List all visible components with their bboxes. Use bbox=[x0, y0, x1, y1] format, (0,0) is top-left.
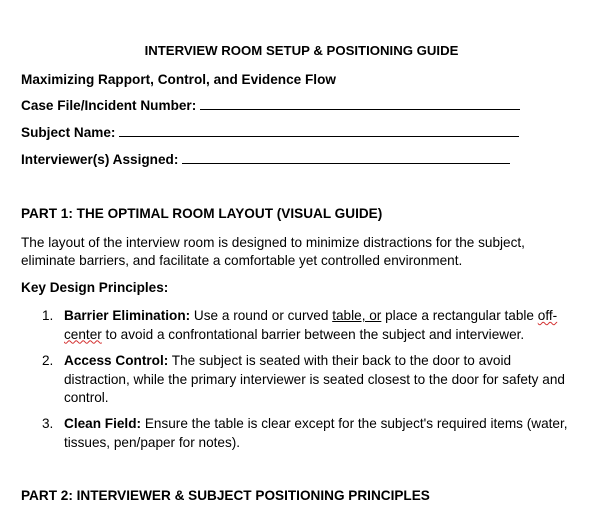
list-item bbox=[40, 352, 575, 408]
case-file-label: Case File/Incident Number: bbox=[21, 98, 197, 113]
subject-name-blank[interactable] bbox=[119, 125, 519, 137]
list-item bbox=[40, 307, 585, 344]
list-number: 2. bbox=[42, 353, 54, 368]
case-file-field bbox=[21, 98, 520, 113]
part1-intro bbox=[21, 234, 586, 270]
list-term: Clean Field: bbox=[64, 416, 142, 431]
part1-intro-line2: eliminate barriers, and facilitate a comfortable yet controlled environment. bbox=[21, 253, 463, 268]
principles-heading: Key Design Principles: bbox=[21, 280, 169, 295]
list-number: 1. bbox=[42, 308, 54, 323]
list-text: to avoid a confrontational barrier between the subject and interviewer. bbox=[101, 326, 525, 342]
interviewer-label: Interviewer(s) Assigned: bbox=[21, 152, 179, 167]
list-text: Use a round or curved bbox=[190, 308, 333, 323]
interviewer-blank[interactable] bbox=[182, 152, 510, 164]
document-subtitle: Maximizing Rapport, Control, and Evidence Flow bbox=[21, 72, 336, 87]
principles-list-2 bbox=[40, 352, 575, 408]
document-title: INTERVIEW ROOM SETUP & POSITIONING GUIDE bbox=[144, 43, 459, 58]
list-text-spellcheck: off-center bbox=[64, 308, 558, 342]
case-file-blank[interactable] bbox=[200, 98, 520, 110]
list-item bbox=[40, 415, 585, 452]
principles-list bbox=[40, 307, 585, 344]
list-text-underlined: table, or bbox=[332, 308, 382, 323]
list-text: The subject is seated with their back to the door to avoid distraction, while the primary interviewer is seated closest to the door for safety and control. bbox=[64, 353, 565, 405]
part1-heading: PART 1: THE OPTIMAL ROOM LAYOUT (VISUAL GUIDE) bbox=[21, 206, 383, 221]
list-text: place a rectangular table bbox=[381, 308, 538, 323]
interviewer-field bbox=[21, 152, 510, 167]
part2-heading: PART 2: INTERVIEWER & SUBJECT POSITIONING PRINCIPLES bbox=[21, 488, 430, 503]
list-term: Barrier Elimination: bbox=[64, 308, 191, 323]
part1-intro-line1: The layout of the interview room is designed to minimize distractions for the subject, bbox=[21, 235, 525, 250]
list-term: Access Control: bbox=[64, 353, 169, 368]
principles-list-3 bbox=[40, 415, 585, 452]
subject-name-label: Subject Name: bbox=[21, 125, 116, 140]
list-number: 3. bbox=[42, 416, 54, 431]
subject-name-field bbox=[21, 125, 519, 140]
list-text: Ensure the table is clear except for the subject's required items (water, tissues, pen/paper for notes). bbox=[64, 416, 568, 450]
